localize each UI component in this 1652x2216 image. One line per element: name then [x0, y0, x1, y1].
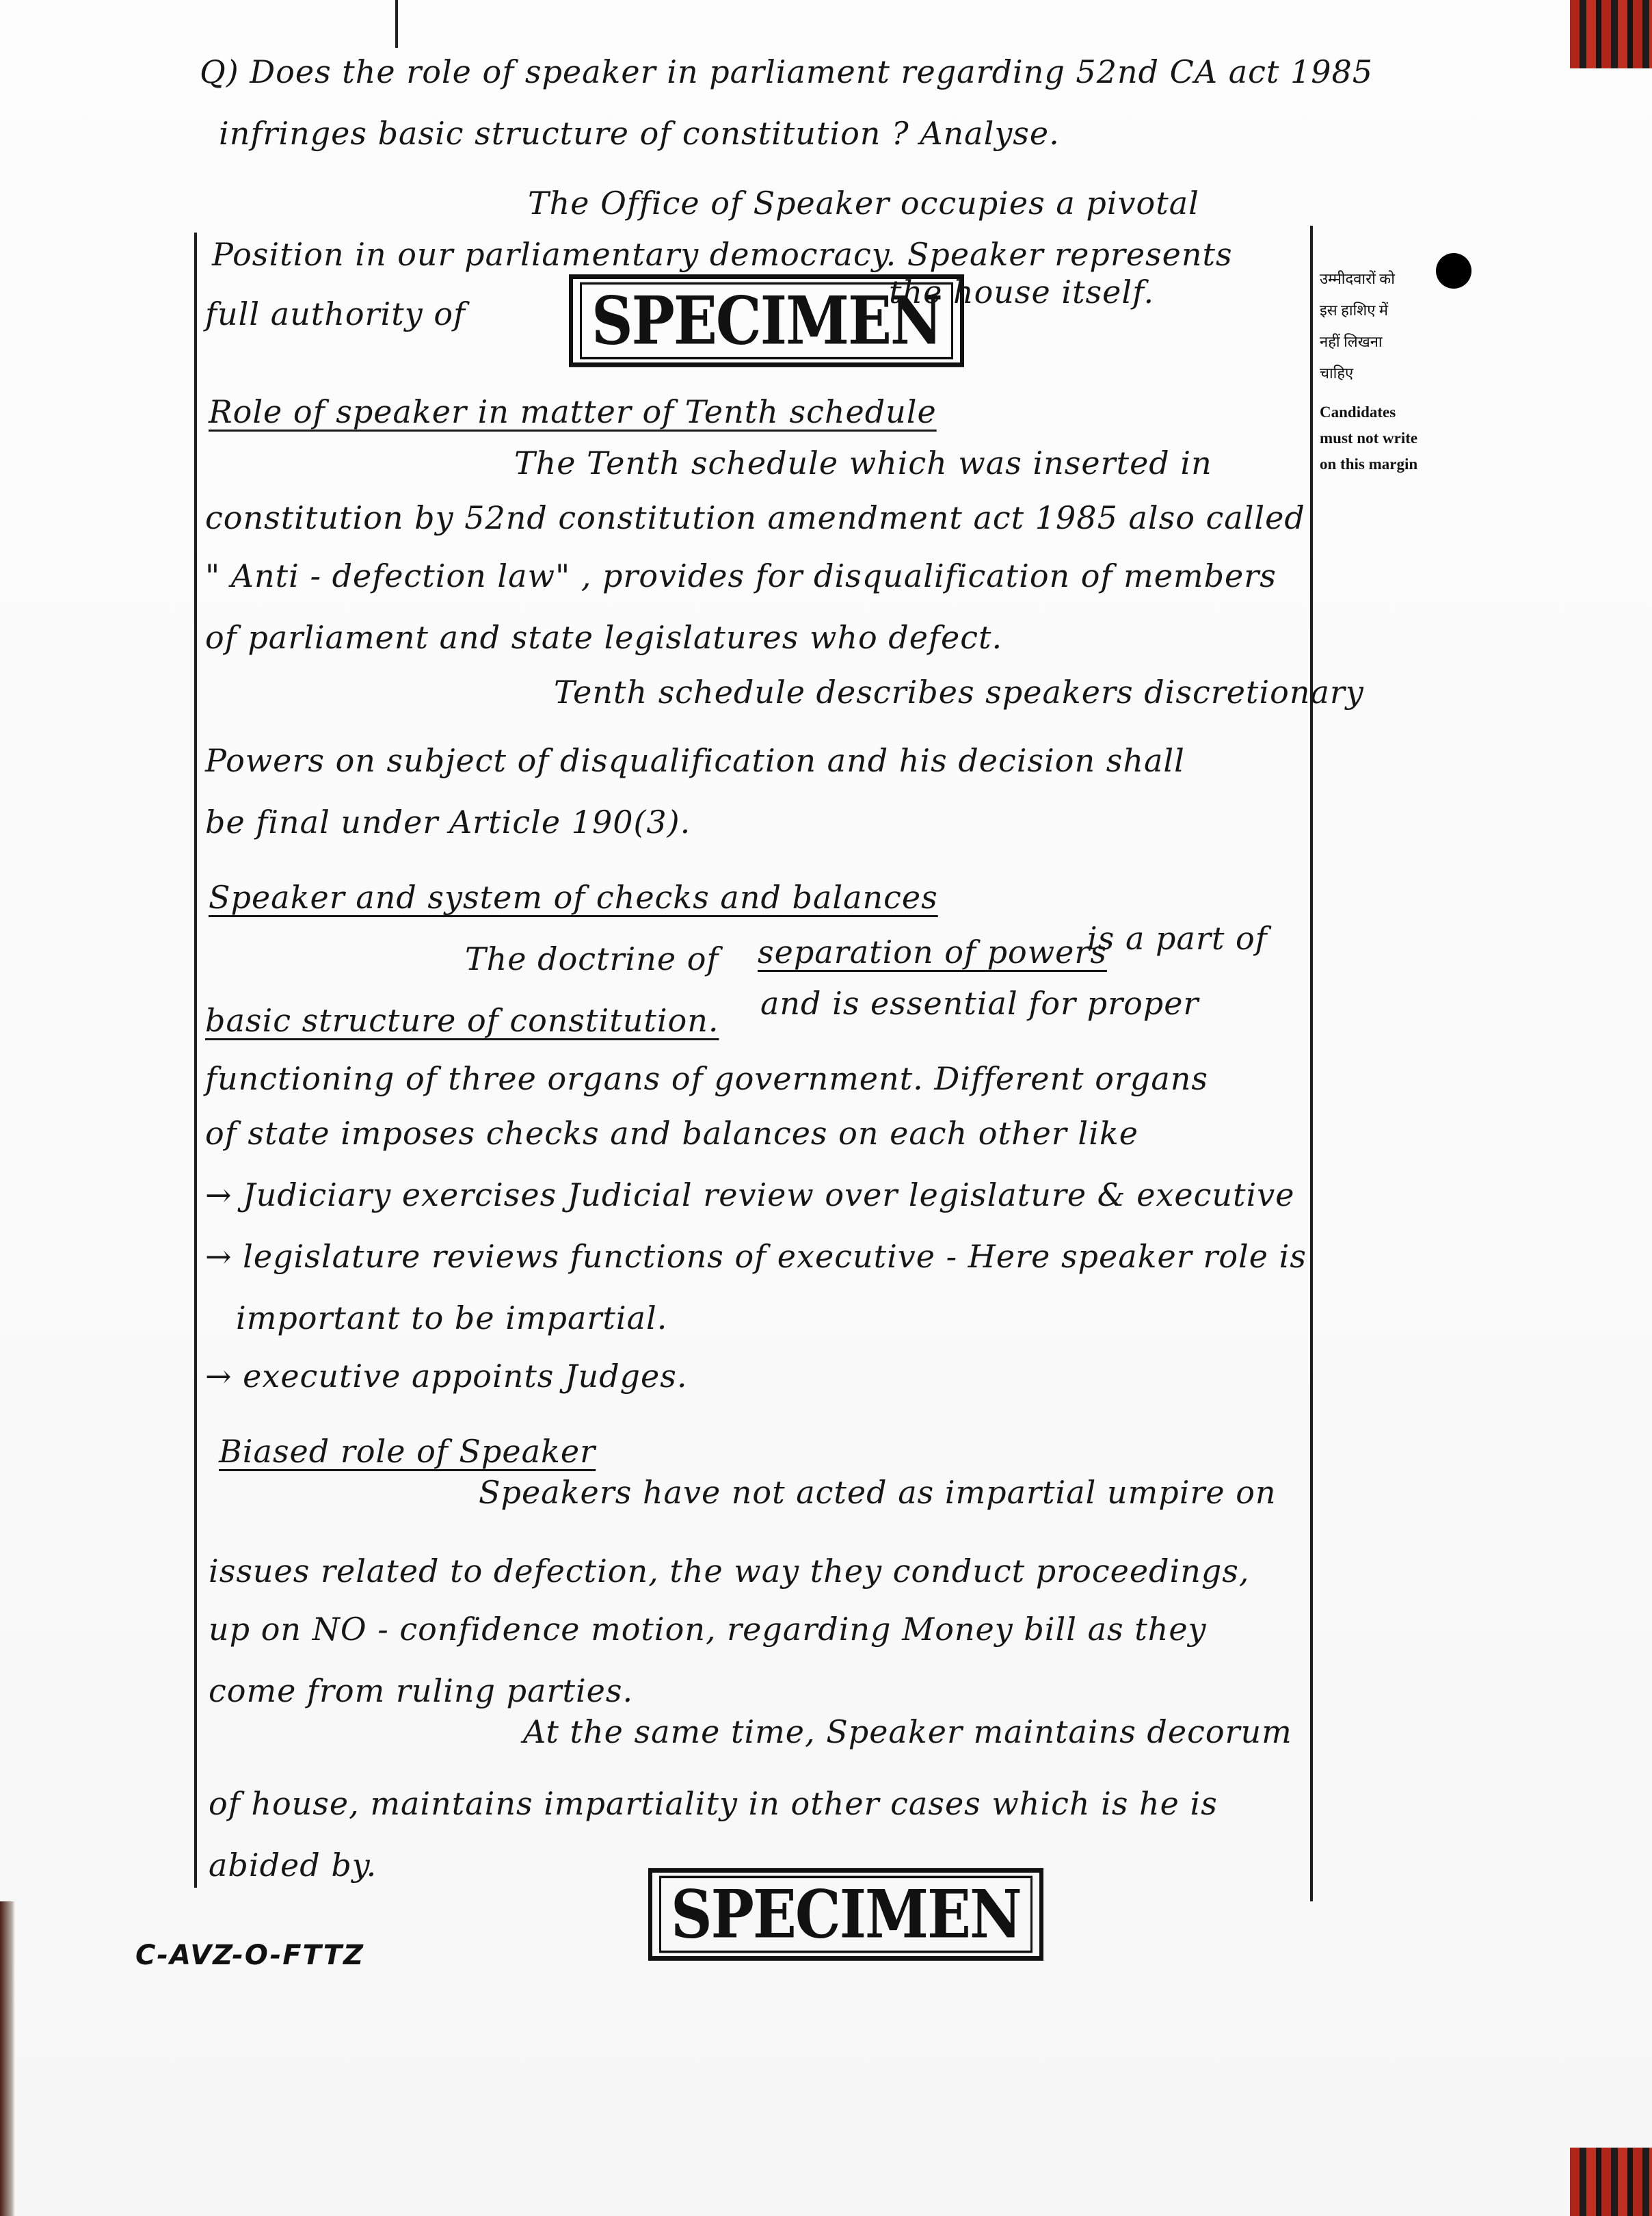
margin-note-english — [1320, 399, 1456, 477]
section2-line-1a: The doctrine of — [465, 940, 719, 977]
section3-line-2: issues related to defection, the way they conduct proceedings, — [209, 1553, 1250, 1590]
section1-line-1: The Tenth schedule which was inserted in — [514, 445, 1212, 482]
section1-line-7: be final under Article 190(3). — [205, 804, 691, 841]
margin-note-hindi-line: इस हाशिए में — [1320, 302, 1389, 319]
section1-line-3: " Anti - defection law" , provides for disqualification of members — [205, 557, 1277, 594]
binding-strip-bottom — [1570, 2148, 1652, 2216]
question-line-1: Q) Does the role of speaker in parliament regarding 52nd CA act 1985 — [200, 53, 1374, 90]
margin-note-english-line: Candidates — [1320, 404, 1396, 421]
section1-line-2: constitution by 52nd constitution amendment act 1985 also called — [205, 499, 1305, 536]
intro-line-3a: full authority of — [205, 295, 466, 332]
specimen-stamp-text: SPECIMEN — [580, 282, 953, 360]
specimen-stamp — [569, 274, 964, 367]
question-line-2: infringes basic structure of constitution ? Analyse. — [219, 115, 1060, 152]
section3-line-4: come from ruling parties. — [209, 1672, 634, 1709]
intro-line-1: The Office of Speaker occupies a pivotal — [528, 185, 1199, 222]
section2-line-1c: is a part of — [1087, 920, 1268, 957]
section2-line-7: important to be impartial. — [236, 1300, 668, 1336]
section3-line-1: Speakers have not acted as impartial umpire on — [479, 1474, 1277, 1511]
right-margin-line — [1310, 226, 1313, 1901]
margin-note-english-line: must not write — [1320, 430, 1418, 447]
binding-strip-top — [1570, 0, 1652, 68]
section3-line-6: of house, maintains impartiality in other cases which is he is — [209, 1785, 1218, 1822]
section1-line-4: of parliament and state legislatures who defect. — [205, 619, 1003, 656]
margin-note-hindi-line: चाहिए — [1320, 365, 1354, 382]
section2-line-3: functioning of three organs of government. Different organs — [205, 1060, 1208, 1097]
intro-line-3b: the house itself. — [889, 274, 1155, 311]
section2-line-6: → legislature reviews functions of executive - Here speaker role is — [205, 1238, 1307, 1275]
section2-line-2b: and is essential for proper — [760, 985, 1199, 1022]
section2-line-5: → Judiciary exercises Judicial review over legislature & executive — [205, 1176, 1295, 1213]
section3-line-7: abided by. — [209, 1847, 377, 1884]
specimen-stamp-bottom-text: SPECIMEN — [659, 1876, 1032, 1953]
section1-line-5: Tenth schedule describes speakers discretionary — [554, 674, 1364, 711]
margin-note-english-line: on this margin — [1320, 456, 1418, 473]
section2-line-4: of state imposes checks and balances on each other like — [205, 1115, 1138, 1152]
top-rule-line — [395, 0, 398, 48]
section2-line-2a: basic structure of constitution. — [205, 1002, 719, 1039]
specimen-stamp-bottom — [648, 1868, 1043, 1961]
section2-line-1b: separation of powers — [758, 934, 1107, 971]
page-edge-shadow — [0, 1901, 15, 2216]
section-heading-checks-balances: Speaker and system of checks and balances — [209, 879, 938, 916]
intro-line-2: Position in our parliamentary democracy. Speaker represents — [212, 236, 1233, 273]
margin-note-hindi-line: उम्मीदवारों को — [1320, 270, 1395, 287]
section1-line-6: Powers on subject of disqualification and his decision shall — [205, 742, 1185, 779]
margin-note-hindi-line: नहीं लिखना — [1320, 333, 1383, 350]
section-heading-tenth-schedule: Role of speaker in matter of Tenth schedule — [209, 393, 937, 430]
section3-line-3: up on NO - confidence motion, regarding Money bill as they — [209, 1611, 1207, 1648]
left-margin-line — [194, 233, 197, 1888]
section-heading-biased-role: Biased role of Speaker — [219, 1433, 596, 1470]
section2-line-8: → executive appoints Judges. — [205, 1358, 688, 1395]
section3-line-5: At the same time, Speaker maintains decorum — [523, 1713, 1292, 1750]
sheet-code: C-AVZ-O-FTTZ — [135, 1940, 365, 1971]
margin-note-hindi — [1320, 263, 1456, 389]
